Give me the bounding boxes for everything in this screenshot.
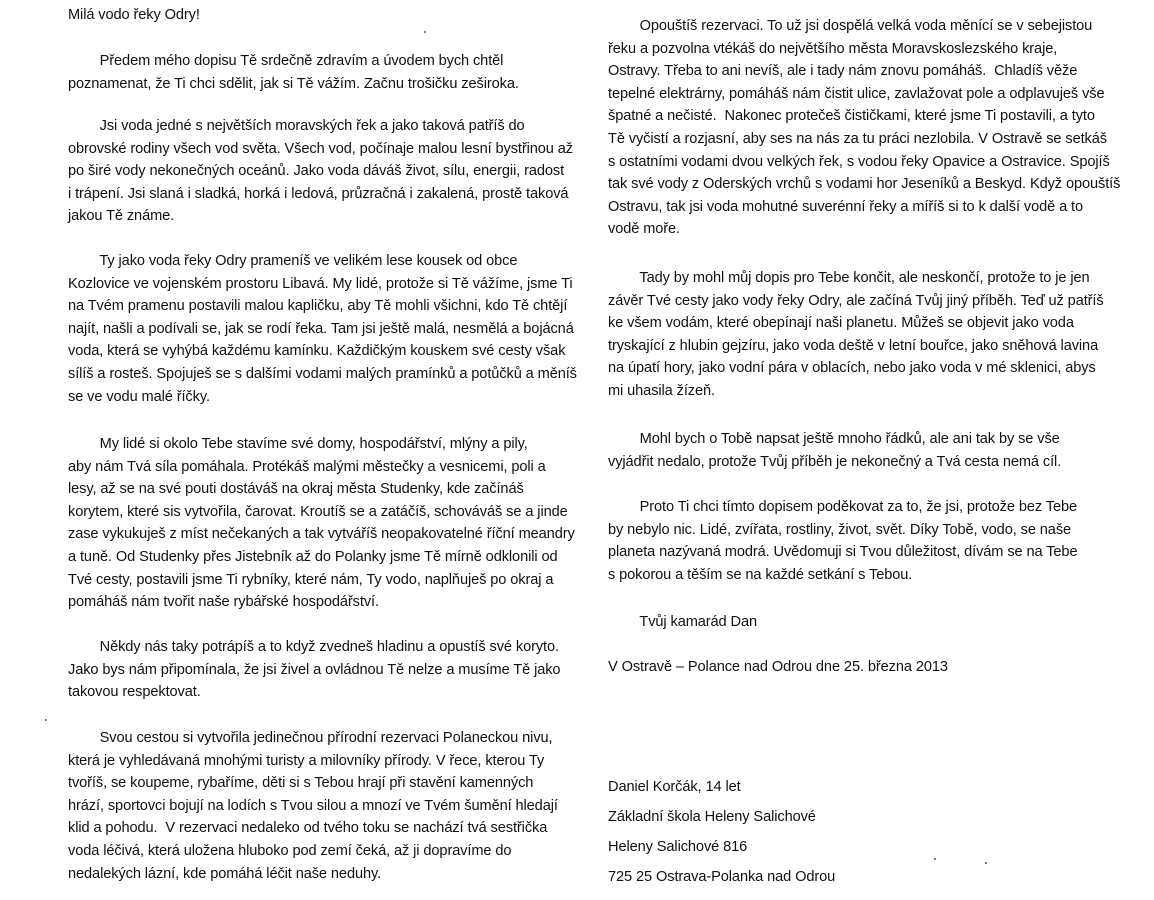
paragraph: [68, 727, 558, 885]
text-line: Ty jako voda řeky Odry prameníš ve velikém lese kousek od obce: [68, 253, 518, 269]
text-line: planeta nazývaná modrá. Uvědomuji si Tvou důležitost, dívám se na Tebe: [608, 544, 1078, 561]
text-line: závěr Tvé cesty jako vody řeky Odry, ale začíná Tvůj jiný příběh. Teď už patříš: [608, 292, 1104, 309]
text-line: tryskající z hlubin gejzíru, jako voda deště v letní bouřce, jako sněhová lavina: [608, 337, 1099, 354]
text-line: Proto Ti chci tímto dopisem poděkovat za to, že jsi, protože bez Tebe: [608, 499, 1077, 515]
text-line: tak své vody z Oderských vrchů s vodami hor Jeseníků a Beskyd. Když opouštíš: [608, 176, 1121, 193]
text-line: Někdy nás taky potrápíš a to když zvedneš hladinu a opustíš své koryto.: [68, 639, 559, 655]
text-line: s ostatními vodami dvou velkých řek, s vodou řeky Opavice a Ostravice. Spojíš: [608, 153, 1110, 170]
paragraph: [68, 50, 519, 95]
closing-signature: [608, 611, 757, 634]
text-line: obrovské rodiny všech vod světa. Všech vod, počínaje malou lesní bystřinou až: [68, 140, 573, 157]
paragraph: [68, 250, 577, 408]
text-line: voda, která se vyhýbá každému kamínku. Každičkým kouskem své cesty však: [68, 343, 566, 360]
paragraph: [608, 428, 1061, 473]
text-line: Kozlovice ve vojenském prostoru Libavá. My lidé, protože si Tě vážíme, jsme Ti: [68, 275, 573, 292]
text-line: 725 25 Ostrava-Polanka nad Odrou: [608, 869, 836, 885]
scan-speck: [985, 862, 987, 864]
text-line: Heleny Salichové 816: [608, 839, 748, 855]
text-line: voda léčivá, která uložena hluboko pod zemí čeká, až ji dopravíme do: [68, 842, 512, 859]
author-name: [608, 776, 741, 799]
text-line: řeku a pozvolna vtékáš do největšího města Moravskoslezského kraje,: [608, 40, 1058, 57]
scan-speck: [934, 858, 936, 860]
text-line: špatné a nečisté. Nakonec protečeš čističkami, které jsme Ti postavili, a tyto: [608, 108, 1095, 125]
text-line: i trápení. Jsi slaná i sladká, horká i ledová, průzračná i zakalená, prostě taková: [68, 185, 569, 202]
text-line: Tvůj kamarád Dan: [608, 614, 758, 630]
text-line: a tuně. Od Studenky přes Jistebník až do Polanky jsme Tě mírně odklonili od: [68, 548, 558, 565]
author-school: [608, 806, 816, 829]
scan-speck: [424, 31, 426, 33]
text-line: by nebylo nic. Lidé, zvířata, rostliny, život, svět. Díky Tobě, vodo, se naše: [608, 521, 1072, 538]
text-line: na úpatí hory, jako vodní pára v oblacích, nebo jako voda v mé sklenici, abys: [608, 360, 1096, 377]
text-line: Tě vyčistí a rozjasní, aby ses na nás za tu práci nezlobila. V Ostravě se setkáš: [608, 130, 1107, 147]
paragraph: [608, 496, 1077, 586]
text-line: Ostravy. Třeba to ani nevíš, ale i tady nám znovu pomáháš. Chladíš věže: [608, 63, 1078, 80]
text-line: tepelné elektrárny, pomáháš nám čistit ulice, zavlažovat pole a odplavuješ vše: [608, 85, 1105, 102]
text-line: aby nám Tvá síla pomáhala. Protékáš malými městečky a vesnicemi, poli a: [68, 458, 546, 475]
text-line: ke všem vodám, které obepínají naši planetu. Můžeš se objevit jako voda: [608, 315, 1074, 332]
text-line: poznamenat, že Ti chci sdělit, jak si Tě vážím. Začnu trošičku zeširoka.: [68, 75, 519, 92]
place-and-date: [608, 656, 948, 679]
text-line: korytem, které sis vytvořila, čarovat. Kroutíš se a zatáčíš, schováváš se a jinde: [68, 503, 568, 520]
text-line: klid a pohodu. V rezervaci nedaleko od tvého toku se nachází tvá sestřička: [68, 820, 548, 837]
text-line: Milá vodo řeky Odry!: [68, 7, 200, 23]
text-line: po širé vody nekonečných oceánů. Jako voda dáváš život, sílu, energii, radost: [68, 163, 565, 180]
text-line: Daniel Korčák, 14 let: [608, 779, 741, 795]
paragraph: [608, 267, 1104, 403]
letter-right-column: [608, 0, 1128, 885]
paragraph: [68, 636, 560, 704]
text-line: na Tvém pramenu postavili malou kapličku, aby Tě mohli všichni, kdo Tě chtějí: [68, 298, 568, 315]
salutation: [68, 4, 200, 27]
text-line: jakou Tě známe.: [68, 208, 175, 225]
text-line: Mohl bych o Tobě napsat ještě mnoho řádků, ale ani tak by se vše: [608, 431, 1060, 447]
author-city: [608, 866, 835, 889]
text-line: zase vykukuješ z míst nečekaných a tak vytváříš neopakovatelné říční meandry: [68, 526, 575, 543]
text-line: pomáháš nám tvořit naše rybářské hospodářství.: [68, 594, 379, 611]
text-line: Předem mého dopisu Tě srdečně zdravím a úvodem bych chtěl: [68, 53, 504, 69]
text-line: nedalekých lázní, kde pomáhá léčit naše neduhy.: [68, 865, 382, 882]
paragraph: [68, 115, 573, 228]
text-line: vyjádřit nedalo, protože Tvůj příběh je nekonečný a Tvá cesta nemá cíl.: [608, 453, 1062, 470]
text-line: Svou cestou si vytvořila jedinečnou přírodní rezervaci Polaneckou nivu,: [68, 730, 553, 746]
text-line: Jsi voda jedné s největších moravských řek a jako taková patříš do: [68, 118, 525, 134]
text-line: se ve vodu malé říčky.: [68, 388, 210, 405]
letter-left-column: [68, 0, 577, 882]
text-line: sílíš a rosteš. Spojuješ se s dalšími vodami malých pramínků a potůčků a měníš: [68, 365, 577, 382]
text-line: tvoříš, se koupeme, rybaříme, děti si s Tebou hrají při stavění kamenných: [68, 775, 534, 792]
text-line: Tady by mohl můj dopis pro Tebe končit, ale neskončí, protože to je jen: [608, 270, 1090, 286]
text-line: Opouštíš rezervaci. To už jsi dospělá velká voda měnící se v sebejistou: [608, 18, 1093, 34]
text-line: My lidé si okolo Tebe stavíme své domy, hospodářství, mlýny a pily,: [68, 436, 528, 452]
paragraph: [608, 15, 1120, 241]
text-line: mi uhasila žízeň.: [608, 382, 715, 399]
author-street: [608, 836, 747, 859]
text-line: Jako bys nám připomínala, že jsi živel a ovládnou Tě nelze a musíme Tě jako: [68, 661, 561, 678]
text-line: najít, našli a podívali se, jak se rodí řeka. Tam jsi ještě malá, nesmělá a bojácná: [68, 320, 574, 337]
text-line: hrází, sportovci bojují na lodích s Tvou silou a mnozí ve Tvém šumění hledají: [68, 797, 558, 814]
paragraph: [68, 433, 575, 614]
text-line: Tvé cesty, postavili jsme Ti rybníky, které nám, Ty vodo, naplňuješ po okraj a: [68, 571, 554, 588]
text-line: vodě moře.: [608, 221, 681, 238]
text-line: V Ostravě – Polance nad Odrou dne 25. března 2013: [608, 659, 948, 675]
text-line: lesy, až se na své pouti dostáváš na okraj města Studenky, kde začínáš: [68, 481, 524, 498]
text-line: takovou respektovat.: [68, 684, 201, 701]
text-line: která je vyhledávaná mnohými turisty a milovníky přírody. V řece, kterou Ty: [68, 752, 545, 769]
text-line: Základní škola Heleny Salichové: [608, 809, 816, 825]
text-line: s pokorou a těším se na každé setkání s Tebou.: [608, 566, 913, 583]
text-line: Ostravu, tak jsi voda mohutné suverénní řeky a míříš si to k další vodě a to: [608, 198, 1084, 215]
scan-speck: [45, 719, 47, 721]
